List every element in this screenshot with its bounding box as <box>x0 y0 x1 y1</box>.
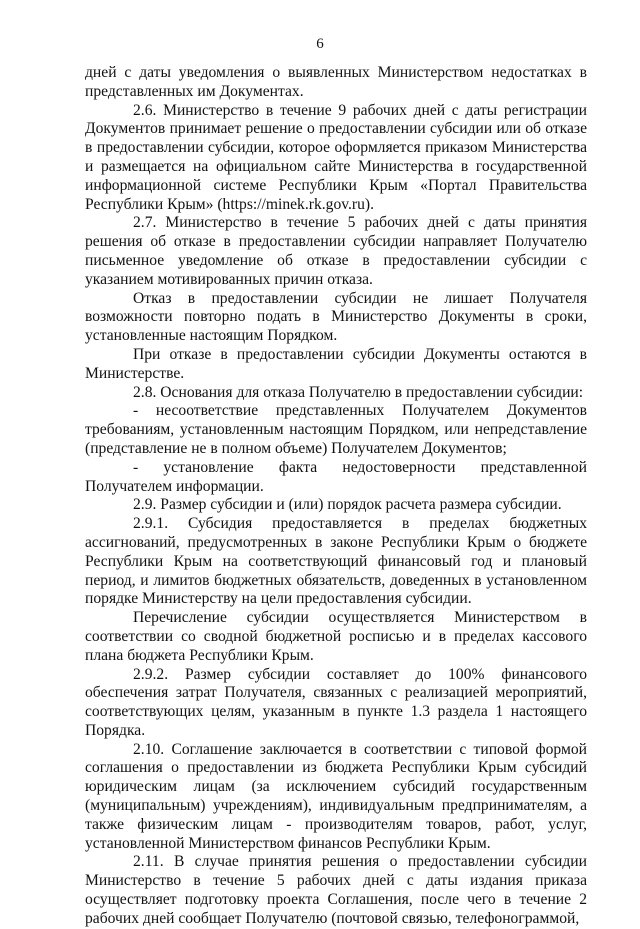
paragraph: 2.9.1. Субсидия предоставляется в пределах бюджетных ассигнований, предусмотренных в законе Республики Крым о бюджете Республики Крым на соответствующий финансовый год и плановый период, и лимитов бюджетных обязательств, доведенных в установленном порядке Министерству на цели предоставления субсидии. <box>85 515 587 608</box>
paragraph: - несоответствие представленных Получателем Документов требованиям, установленным настоящим Порядком, или непредставление (представление не в полном объеме) Получателем Документов; <box>85 402 587 457</box>
paragraph: 2.9. Размер субсидии и (или) порядок расчета размера субсидии. <box>133 496 562 514</box>
paragraph: 2.9.2. Размер субсидии составляет до 100% финансового обеспечения затрат Получателя, связанных с реализацией мероприятий, соответствующих целям, указанным в пункте 1.3 раздела 1 настоящего Порядка. <box>85 665 587 739</box>
paragraph: 2.8. Основания для отказа Получателю в предоставлении субсидии: <box>133 383 584 401</box>
paragraph: - установление факта недостоверности представленной Получателем информации. <box>85 458 587 495</box>
paragraph: 2.7. Министерство в течение 5 рабочих дней с даты принятия решения об отказе в предоставлении субсидии направляет Получателю письменное уведомление об отказе в предоставлении субсидии с указанием мотивированных причин отказа. <box>85 214 587 288</box>
paragraph: 2.10. Соглашение заключается в соответствии с типовой формой соглашения о предоставлении из бюджета Республики Крым субсидий юридическим лицам (за исключением субсидий государственным (муниципальным) учреждениям), индивидуальным предпринимателям, а также физическим лицам - производителям товаров, работ, услуг, установленной Министерством финансов Республики Крым. <box>85 740 587 852</box>
paragraph: дней с даты уведомления о выявленных Министерством недостатках в представленных им Документах. <box>85 64 587 100</box>
paragraph: Перечисление субсидии осуществляется Министерством в соответствии со сводной бюджетной росписью и в пределах кассового плана бюджета Республики Крым. <box>85 609 587 664</box>
paragraph: 2.11. В случае принятия решения о предоставлении субсидии Министерство в течение 5 рабочих дней с даты издания приказа осуществляет подготовку проекта Соглашения, после чего в течение 2 рабочих дней сообщает Получателю (почтовой связью, телефонограммой, <box>85 853 587 927</box>
document-body <box>85 64 587 929</box>
paragraph: Отказ в предоставлении субсидии не лишает Получателя возможности повторно подать в Министерство Документы в сроки, установленные настоящим Порядком. <box>85 289 587 345</box>
paragraph: При отказе в предоставлении субсидии Документы остаются в Министерстве. <box>85 345 587 382</box>
paragraph: 2.6. Министерство в течение 9 рабочих дней с даты регистрации Документов принимает решение о предоставлении субсидии или об отказе в предоставлении субсидии, которое оформляется приказом Министерства и размещается на официальном сайте Министерства в государственной информационной системе Республики Крым «Портал Правительства Республики Крым» (https://minek.rk.gov.ru). <box>85 101 587 213</box>
page-number: 6 <box>316 36 324 52</box>
